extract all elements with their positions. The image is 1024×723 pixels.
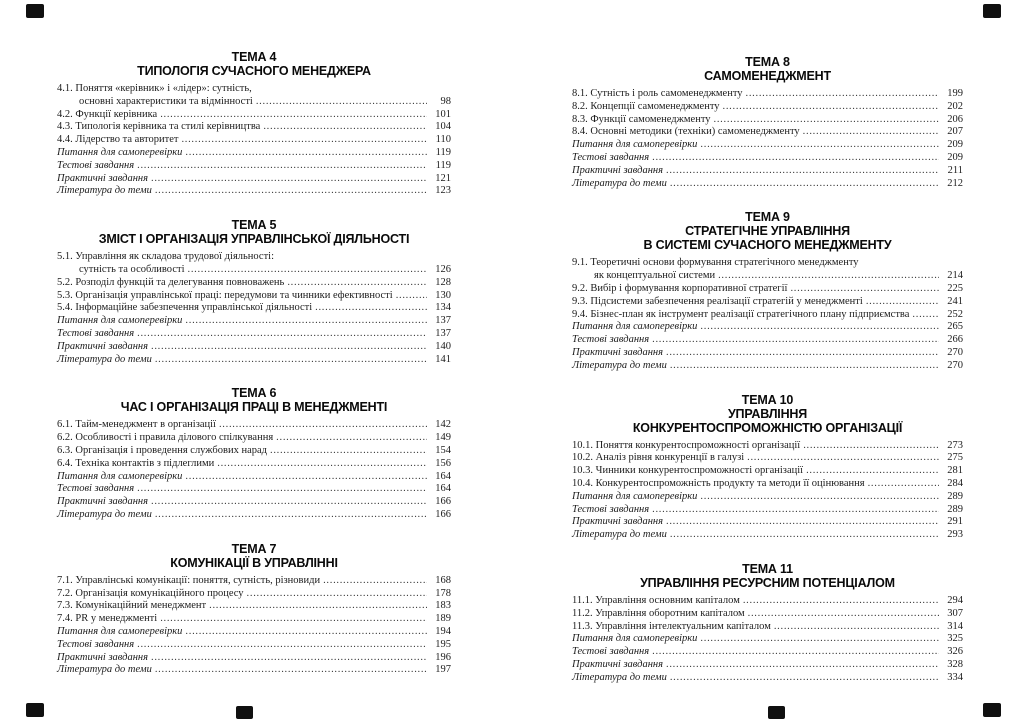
entry-text: 9.3. Підсистеми забезпечення реалізації стратегій у менеджменті (572, 295, 863, 307)
leader-dots (151, 173, 427, 186)
leader-dots (155, 664, 427, 677)
leader-dots (652, 504, 939, 517)
toc-entry (572, 178, 963, 191)
leader-dots (714, 114, 939, 127)
leader-dots (748, 608, 939, 621)
entry-page-number: 202 (947, 100, 963, 112)
entry-page-number: 325 (947, 633, 963, 645)
leader-dots (396, 290, 427, 303)
leader-dots (137, 639, 427, 652)
entry-page-number: 273 (947, 439, 963, 451)
toc-entry (57, 471, 451, 484)
entry-text: 5.2. Розподіл функцій та делегування повноважень (57, 276, 285, 288)
leader-dots (181, 134, 427, 147)
entry-text: Література до теми (572, 359, 667, 371)
toc-entry (57, 354, 451, 367)
toc-entry (57, 496, 451, 509)
entry-text: 9.4. Бізнес-план як інструмент реалізації стратегічного плану підприємства (572, 308, 910, 320)
toc-entry (57, 173, 451, 186)
leader-dots (160, 613, 427, 626)
section-number: ТЕМА 4 (231, 50, 277, 64)
leader-dots (155, 509, 427, 522)
entry-page-number: 284 (947, 477, 963, 489)
section-number: ТЕМА 10 (741, 392, 794, 407)
entry-text: Література до теми (57, 664, 152, 676)
leader-dots (666, 347, 939, 360)
entry-text: 6.1. Тайм-менеджмент в організації (57, 419, 216, 431)
toc-entry (572, 529, 963, 542)
toc-entry (572, 152, 963, 165)
leader-dots (217, 458, 427, 471)
leader-dots (276, 432, 427, 445)
entry-page-number: 293 (947, 529, 963, 541)
entry-page-number: 189 (435, 613, 451, 625)
leader-dots (666, 659, 939, 672)
entry-text: Література до теми (572, 529, 667, 541)
entry-page-number: 168 (435, 574, 451, 586)
entry-text: Тестові завдання (57, 483, 135, 495)
leader-dots (718, 270, 939, 283)
toc-entry (57, 509, 451, 522)
toc-section (57, 50, 451, 198)
entry-text: Практичні завдання (57, 651, 149, 663)
entry-page-number: 140 (435, 340, 451, 352)
entry-page-number: 149 (435, 432, 451, 444)
entry-page-number: 119 (435, 146, 451, 158)
entry-page-number: 196 (435, 651, 451, 663)
entry-page-number: 281 (947, 465, 963, 477)
entry-page-number: 291 (947, 516, 963, 528)
leader-dots (723, 101, 939, 114)
entry-text: 4.1. Поняття «керівник» і «лідер»: сутність, (57, 83, 252, 94)
leader-dots (247, 588, 427, 601)
entry-page-number: 266 (947, 334, 963, 346)
entry-text: основні характеристики та відмінності (79, 95, 253, 107)
toc-entry (57, 588, 451, 601)
entry-page-number: 110 (435, 134, 451, 146)
entry-text: Тестові завдання (572, 646, 650, 658)
registration-mark-bottom-center-left (236, 706, 253, 719)
toc-entry (57, 639, 451, 652)
section-number: ТЕМА 9 (745, 210, 790, 225)
entry-page-number: 166 (435, 496, 451, 508)
registration-mark-top-left (26, 4, 44, 18)
section-title: ТИПОЛОГІЯ СУЧАСНОГО МЕНЕДЖЕРА (137, 64, 371, 78)
toc-entry (572, 126, 963, 139)
entry-text: Питання для самоперевірки (572, 139, 698, 151)
leader-dots (185, 626, 427, 639)
section-number: ТЕМА 11 (742, 561, 793, 576)
toc-entry (57, 652, 451, 665)
entry-page-number: 209 (947, 139, 963, 151)
entry-page-number: 101 (435, 108, 451, 120)
entry-text: Практичні завдання (572, 516, 664, 528)
entry-text: Література до теми (572, 177, 667, 189)
entry-text: Практичні завдання (57, 496, 149, 508)
entry-text: Тестові завдання (572, 151, 650, 163)
leader-dots (774, 621, 939, 634)
section-title: УПРАВЛІННЯ КОНКУРЕНТОСПРОМОЖНІСТЮ ОРГАНІЗАЦІЇ (632, 406, 903, 435)
leader-dots (270, 445, 427, 458)
toc-page-right (572, 0, 963, 685)
entry-text: Література до теми (57, 353, 152, 365)
entry-page-number: 209 (947, 151, 963, 163)
registration-mark-bottom-center-right (768, 706, 785, 719)
entry-page-number: 142 (435, 419, 451, 431)
section-title: КОМУНІКАЦІЇ В УПРАВЛІННІ (170, 555, 338, 570)
registration-mark-bottom-right (983, 703, 1001, 717)
toc-entry (57, 147, 451, 160)
entry-page-number: 123 (435, 185, 451, 197)
entry-text: Література до теми (57, 185, 152, 197)
entry-text: сутність та особливості (79, 263, 185, 275)
entry-text: 8.4. Основні методики (техніки) самоменеджменту (572, 126, 800, 138)
toc-entry (57, 302, 451, 315)
entry-text: Практичні завдання (57, 340, 149, 352)
toc-entry (57, 134, 451, 147)
entry-text: 6.3. Організація і проведення службових нарад (57, 444, 267, 456)
toc-entry (572, 659, 963, 672)
section-title: УПРАВЛІННЯ РЕСУРСНИМ ПОТЕНЦІАЛОМ (640, 575, 895, 590)
entry-text: Питання для самоперевірки (572, 633, 698, 645)
toc-section (572, 393, 963, 542)
entry-page-number: 121 (435, 172, 451, 184)
entry-text: 5.4. Інформаційне забезпечення управлінської діяльності (57, 302, 313, 314)
leader-dots (155, 354, 427, 367)
leader-dots (912, 309, 939, 322)
entry-text: Практичні завдання (572, 164, 664, 176)
toc-entry (572, 347, 963, 360)
section-number: ТЕМА 5 (231, 218, 277, 233)
leader-dots (700, 633, 939, 646)
entry-page-number: 252 (947, 308, 963, 320)
toc-entry (572, 165, 963, 178)
leader-dots (185, 315, 427, 328)
entry-page-number: 154 (435, 444, 451, 456)
entry-page-number: 225 (947, 282, 963, 294)
leader-dots (151, 341, 427, 354)
toc-section (57, 386, 451, 521)
toc-entry (572, 516, 963, 529)
entry-page-number: 164 (435, 470, 451, 482)
toc-entry (57, 600, 451, 613)
leader-dots (670, 360, 939, 373)
section-number: ТЕМА 6 (231, 386, 277, 401)
entry-text: 6.2. Особливості і правила ділового спілкування (57, 432, 274, 444)
leader-dots (155, 185, 427, 198)
entry-page-number: 199 (947, 88, 963, 99)
entry-page-number: 141 (435, 353, 451, 365)
leader-dots (263, 121, 427, 134)
toc-entry (572, 504, 963, 517)
entry-text: Практичні завдання (57, 172, 149, 184)
entry-page-number: 328 (947, 658, 963, 670)
entry-text: Література до теми (572, 671, 667, 683)
toc-entry (57, 445, 451, 458)
toc-entry (57, 483, 451, 496)
entry-page-number: 289 (947, 490, 963, 502)
entry-text: 11.2. Управління оборотним капіталом (572, 607, 745, 619)
leader-dots (746, 88, 939, 101)
toc-entry (572, 646, 963, 659)
leader-dots (806, 465, 939, 478)
entry-page-number: 137 (435, 315, 451, 327)
toc-entry (57, 83, 451, 96)
leader-dots (868, 478, 939, 491)
entry-text: Питання для самоперевірки (572, 490, 698, 502)
leader-dots (803, 126, 939, 139)
entry-page-number: 195 (435, 638, 451, 650)
entry-text: 10.1. Поняття конкурентоспроможності організації (572, 439, 801, 451)
entry-page-number: 156 (435, 457, 451, 469)
leader-dots (219, 419, 427, 432)
toc-section (572, 55, 963, 190)
entry-text: 7.1. Управлінські комунікації: поняття, сутність, різновиди (57, 574, 321, 586)
entry-text: 4.4. Лідерство та авторитет (57, 134, 179, 146)
section-number: ТЕМА 8 (745, 55, 790, 69)
entry-text: 10.3. Чинники конкурентоспроможності організації (572, 465, 804, 477)
toc-entry (572, 465, 963, 478)
registration-mark-top-right (983, 4, 1001, 18)
toc-entry (57, 185, 451, 198)
entry-page-number: 126 (435, 263, 451, 275)
toc-entry (57, 290, 451, 303)
registration-mark-bottom-left (26, 703, 44, 717)
toc-entry (57, 626, 451, 639)
leader-dots (151, 652, 427, 665)
leader-dots (256, 96, 427, 109)
entry-text: 8.2. Концепції самоменеджменту (572, 100, 720, 112)
leader-dots (287, 277, 427, 290)
entry-page-number: 241 (947, 295, 963, 307)
entry-page-number: 128 (435, 276, 451, 288)
entry-text: 11.3. Управління інтелектуальним капіталом (572, 620, 771, 632)
entry-page-number: 183 (435, 600, 451, 612)
entry-page-number: 134 (435, 302, 451, 314)
entry-page-number: 194 (435, 625, 451, 637)
toc-entry (572, 452, 963, 465)
toc-entry (572, 101, 963, 114)
entry-text: 10.2. Аналіз рівня конкуренції в галузі (572, 452, 745, 464)
entry-page-number: 314 (947, 620, 963, 632)
toc-entry (57, 277, 451, 290)
entry-page-number: 119 (435, 159, 451, 171)
leader-dots (670, 672, 939, 685)
entry-page-number: 307 (947, 607, 963, 619)
toc-entry (57, 613, 451, 626)
toc-entry (57, 121, 451, 134)
leader-dots (323, 575, 427, 588)
entry-page-number: 164 (435, 483, 451, 495)
entry-page-number: 270 (947, 359, 963, 371)
toc-entry (57, 264, 451, 277)
entry-page-number: 178 (435, 587, 451, 599)
entry-page-number: 275 (947, 452, 963, 464)
entry-text: 9.1. Теоретичні основи формування стратегічного менеджменту (572, 257, 859, 269)
toc-entry (57, 96, 451, 109)
toc-entry (572, 621, 963, 634)
toc-entry (572, 491, 963, 504)
leader-dots (137, 160, 427, 173)
entry-page-number: 166 (435, 508, 451, 520)
toc-entry (57, 432, 451, 445)
entry-text: 8.3. Функції самоменеджменту (572, 113, 711, 125)
toc-entry (572, 114, 963, 127)
entry-text: Тестові завдання (57, 327, 135, 339)
leader-dots (137, 483, 427, 496)
entry-text: 4.2. Функції керівника (57, 108, 158, 120)
toc-section (57, 542, 451, 677)
toc-entry (572, 296, 963, 309)
leader-dots (185, 147, 427, 160)
entry-text: 7.2. Організація комунікаційного процесу (57, 587, 244, 599)
leader-dots (670, 178, 939, 191)
entry-text: Питання для самоперевірки (57, 315, 183, 327)
toc-entry (572, 257, 963, 270)
entry-text: 7.4. PR у менеджменті (57, 613, 158, 625)
toc-entry (572, 270, 963, 283)
entry-page-number: 289 (947, 503, 963, 515)
entry-text: Тестові завдання (57, 159, 135, 171)
toc-entry (572, 309, 963, 322)
entry-text: як концептуальної системи (594, 270, 716, 282)
leader-dots (747, 452, 939, 465)
toc-entry (572, 360, 963, 373)
leader-dots (151, 496, 427, 509)
toc-page-left (57, 0, 451, 677)
entry-text: 6.4. Техніка контактів з підлеглими (57, 457, 215, 469)
entry-page-number: 197 (435, 664, 451, 676)
entry-page-number: 207 (947, 126, 963, 138)
entry-text: Тестові завдання (572, 503, 650, 515)
section-number: ТЕМА 7 (231, 541, 277, 556)
leader-dots (700, 491, 939, 504)
toc-section (572, 562, 963, 685)
entry-text: 5.1. Управління як складова трудової діяльності: (57, 251, 275, 263)
toc-entry (57, 419, 451, 432)
entry-page-number: 104 (435, 121, 451, 133)
entry-page-number: 98 (440, 95, 451, 107)
leader-dots (652, 334, 939, 347)
toc-entry (572, 633, 963, 646)
entry-text: 8.1. Сутність і роль самоменеджменту (572, 88, 743, 99)
entry-text: Питання для самоперевірки (57, 470, 183, 482)
toc-entry (57, 315, 451, 328)
section-title: ЧАС І ОРГАНІЗАЦІЯ ПРАЦІ В МЕНЕДЖМЕНТІ (120, 400, 388, 415)
entry-text: Література до теми (57, 508, 152, 520)
leader-dots (137, 328, 427, 341)
toc-section (572, 210, 963, 372)
toc-entry (572, 139, 963, 152)
leader-dots (670, 529, 939, 542)
toc-entry (572, 334, 963, 347)
leader-dots (188, 264, 428, 277)
leader-dots (790, 283, 939, 296)
toc-entry (572, 608, 963, 621)
toc-entry (572, 672, 963, 685)
leader-dots (209, 600, 427, 613)
toc-entry (57, 575, 451, 588)
entry-text: Практичні завдання (572, 346, 664, 358)
toc-entry (572, 595, 963, 608)
entry-page-number: 265 (947, 321, 963, 333)
toc-entry (572, 88, 963, 101)
leader-dots (743, 595, 939, 608)
entry-text: 7.3. Комунікаційний менеджмент (57, 600, 207, 612)
toc-section (57, 218, 451, 366)
toc-entry (57, 458, 451, 471)
toc-entry (57, 341, 451, 354)
entry-page-number: 334 (947, 671, 963, 683)
section-title: СТРАТЕГІЧНЕ УПРАВЛІННЯ В СИСТЕМІ СУЧАСНОГО МЕНЕДЖМЕНТУ (643, 224, 892, 253)
leader-dots (652, 646, 939, 659)
leader-dots (315, 302, 427, 315)
leader-dots (185, 471, 427, 484)
entry-text: Питання для самоперевірки (57, 146, 183, 158)
entry-page-number: 214 (947, 270, 963, 282)
entry-text: 4.3. Типологія керівника та стилі керівництва (57, 121, 261, 133)
toc-entry (57, 328, 451, 341)
entry-page-number: 206 (947, 113, 963, 125)
entry-text: 5.3. Організація управлінської праці: передумови та чинники ефективності (57, 289, 393, 301)
entry-text: Питання для самоперевірки (572, 321, 698, 333)
entry-page-number: 137 (435, 327, 451, 339)
toc-entry (57, 109, 451, 122)
toc-entry (57, 251, 451, 264)
entry-page-number: 130 (435, 289, 451, 301)
entry-text: 9.2. Вибір і формування корпоративної стратегії (572, 282, 788, 294)
entry-page-number: 212 (947, 177, 963, 189)
entry-page-number: 326 (947, 646, 963, 658)
section-title: ЗМІСТ І ОРГАНІЗАЦІЯ УПРАВЛІНСЬКОЇ ДІЯЛЬНОСТІ (98, 232, 410, 247)
entry-text: Тестові завдання (572, 334, 650, 346)
leader-dots (700, 139, 939, 152)
leader-dots (666, 165, 939, 178)
toc-entry (572, 478, 963, 491)
leader-dots (652, 152, 939, 165)
entry-page-number: 294 (947, 594, 963, 606)
leader-dots (666, 516, 939, 529)
toc-entry (572, 440, 963, 453)
leader-dots (866, 296, 939, 309)
entry-page-number: 270 (947, 346, 963, 358)
entry-text: Тестові завдання (57, 638, 135, 650)
leader-dots (160, 109, 427, 122)
toc-entry (572, 321, 963, 334)
entry-page-number: 211 (947, 164, 963, 176)
toc-entry (572, 283, 963, 296)
leader-dots (700, 321, 939, 334)
entry-text: Практичні завдання (572, 658, 664, 670)
section-title: САМОМЕНЕДЖМЕНТ (704, 69, 831, 83)
entry-text: Питання для самоперевірки (57, 625, 183, 637)
entry-text: 10.4. Конкурентоспроможність продукту та методи її оцінювання (572, 477, 865, 489)
toc-entry (57, 160, 451, 173)
toc-entry (57, 664, 451, 677)
entry-text: 11.1. Управління основним капіталом (572, 594, 740, 606)
leader-dots (803, 440, 939, 453)
